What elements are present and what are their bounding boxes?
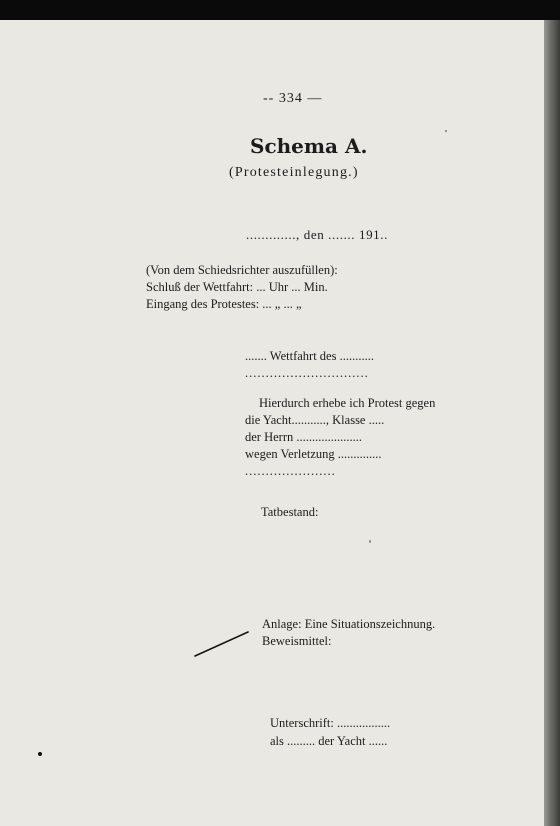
ink-speck bbox=[445, 130, 447, 132]
document-page bbox=[0, 20, 544, 826]
violation-line: wegen Verletzung .............. bbox=[245, 447, 382, 461]
protest-receipt-line: Eingang des Protestes: ... „ ... „ bbox=[146, 297, 302, 311]
page-title: Schema A. bbox=[250, 134, 368, 158]
date-line: ............., den ....... 191.. bbox=[246, 227, 388, 242]
ink-speck bbox=[369, 540, 371, 543]
attachment-line: Anlage: Eine Situationszeichnung. bbox=[262, 617, 436, 631]
page-number: -- 334 — bbox=[263, 91, 323, 106]
race-line: ....... Wettfahrt des ........... bbox=[245, 349, 374, 363]
page-subtitle: (Protesteinlegung.) bbox=[229, 165, 359, 180]
referee-note: (Von dem Schiedsrichter auszufüllen): bbox=[146, 263, 338, 277]
signature-line: Unterschrift: ................. bbox=[270, 716, 391, 730]
book-spine-shadow bbox=[544, 20, 560, 826]
race-end-line: Schluß der Wettfahrt: ... Uhr ... Min. bbox=[146, 280, 328, 294]
ink-speck bbox=[38, 752, 42, 756]
protest-statement: Hierdurch erhebe ich Protest gegen bbox=[259, 396, 436, 410]
facts-label: Tatbestand: bbox=[261, 505, 319, 519]
violation-line-continued: ...................... bbox=[245, 464, 336, 478]
role-line: als ......... der Yacht ...... bbox=[270, 734, 388, 748]
pen-stroke-mark bbox=[193, 630, 251, 658]
evidence-label: Beweismittel: bbox=[262, 634, 332, 648]
yacht-class-line: die Yacht..........., Klasse ..... bbox=[245, 413, 385, 427]
race-line-continued: .............................. bbox=[245, 366, 369, 380]
owner-line: der Herrn ..................... bbox=[245, 430, 362, 444]
